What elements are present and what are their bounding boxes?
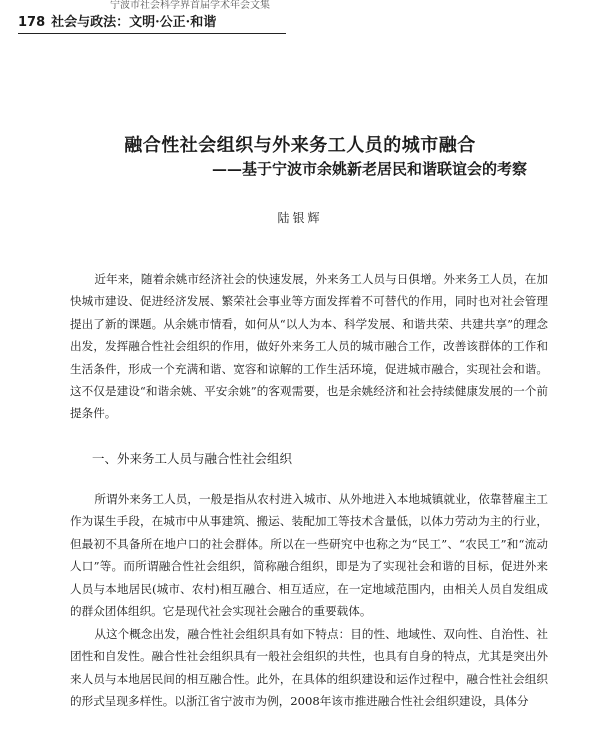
header-rule bbox=[18, 33, 286, 34]
article-title: 融合性社会组织与外来务工人员的城市融合 bbox=[124, 135, 476, 156]
page-number: 178 bbox=[18, 15, 46, 30]
running-header-top: 宁波市社会科学界首届学术年会文集 bbox=[110, 0, 270, 11]
section-heading: 一、外来务工人员与融合性社会组织 bbox=[92, 451, 293, 466]
article-subtitle: ——基于宁波市余姚新老居民和谐联谊会的考察 bbox=[212, 160, 528, 178]
running-header bbox=[18, 11, 216, 30]
running-title: 社会与政法：文明·公正·和谐 bbox=[51, 15, 217, 30]
body-paragraph-characteristics: 从这个概念出发，融合性社会组织具有如下特点：目的性、地域性、双向性、自治性、社团性和自发性。融合性社会组织具有一般社会组织的共性，也具有自身的特点，尤其是突出外来人员与本地居民间的相互融合性。此外，在具体的组织建设和运作过程中，融合性社会组织的形式呈现多样性。以浙江省宁波市为例，2008年该市推进融合性社会组织建设，具体分 bbox=[70, 627, 548, 709]
body-paragraph-intro: 近年来，随着余姚市经济社会的快速发展，外来务工人员与日俱增。外来务工人员，在加快城市建设、促进经济发展、繁荣社会事业等方面发挥着不可替代的作用，同时也对社会管理提出了新的课题。从余姚市情看，如何从“以人为本、科学发展、和谐共荣、共建共享”的理念出发，发挥融合性社会组织的作用，做好外来务工人员的城市融合工作，改善该群体的工作和生活条件，形成一个充满和谐、宽容和谅解的工作生活环境，促进城市融合，实现社会和谐。这不仅是建设“和谐余姚、平安余姚”的客观需要，也是余姚经济和社会持续健康发展的一个前提条件。 bbox=[70, 272, 548, 421]
body-paragraph-definition: 所谓外来务工人员，一般是指从农村进入城市、从外地进入本地城镇就业，依靠替雇主工作为谋生手段，在城市中从事建筑、搬运、装配加工等技术含量低，以体力劳动为主的行业，但最初不具备所在地户口的社会群体。所以在一些研究中也称之为“民工”、“农民工”和“流动人口”等。而所谓融合性社会组织，简称融合组织，即是为了实现社会和谐的目标，促进外来人员与本地居民(城市、农村)相互融合、相互适应，在一定地域范围内，由相关人员自发组成的群众团体组织。它是现代社会实现社会融合的重要载体。 bbox=[70, 492, 548, 619]
article-author: 陆银辉 bbox=[277, 211, 323, 225]
